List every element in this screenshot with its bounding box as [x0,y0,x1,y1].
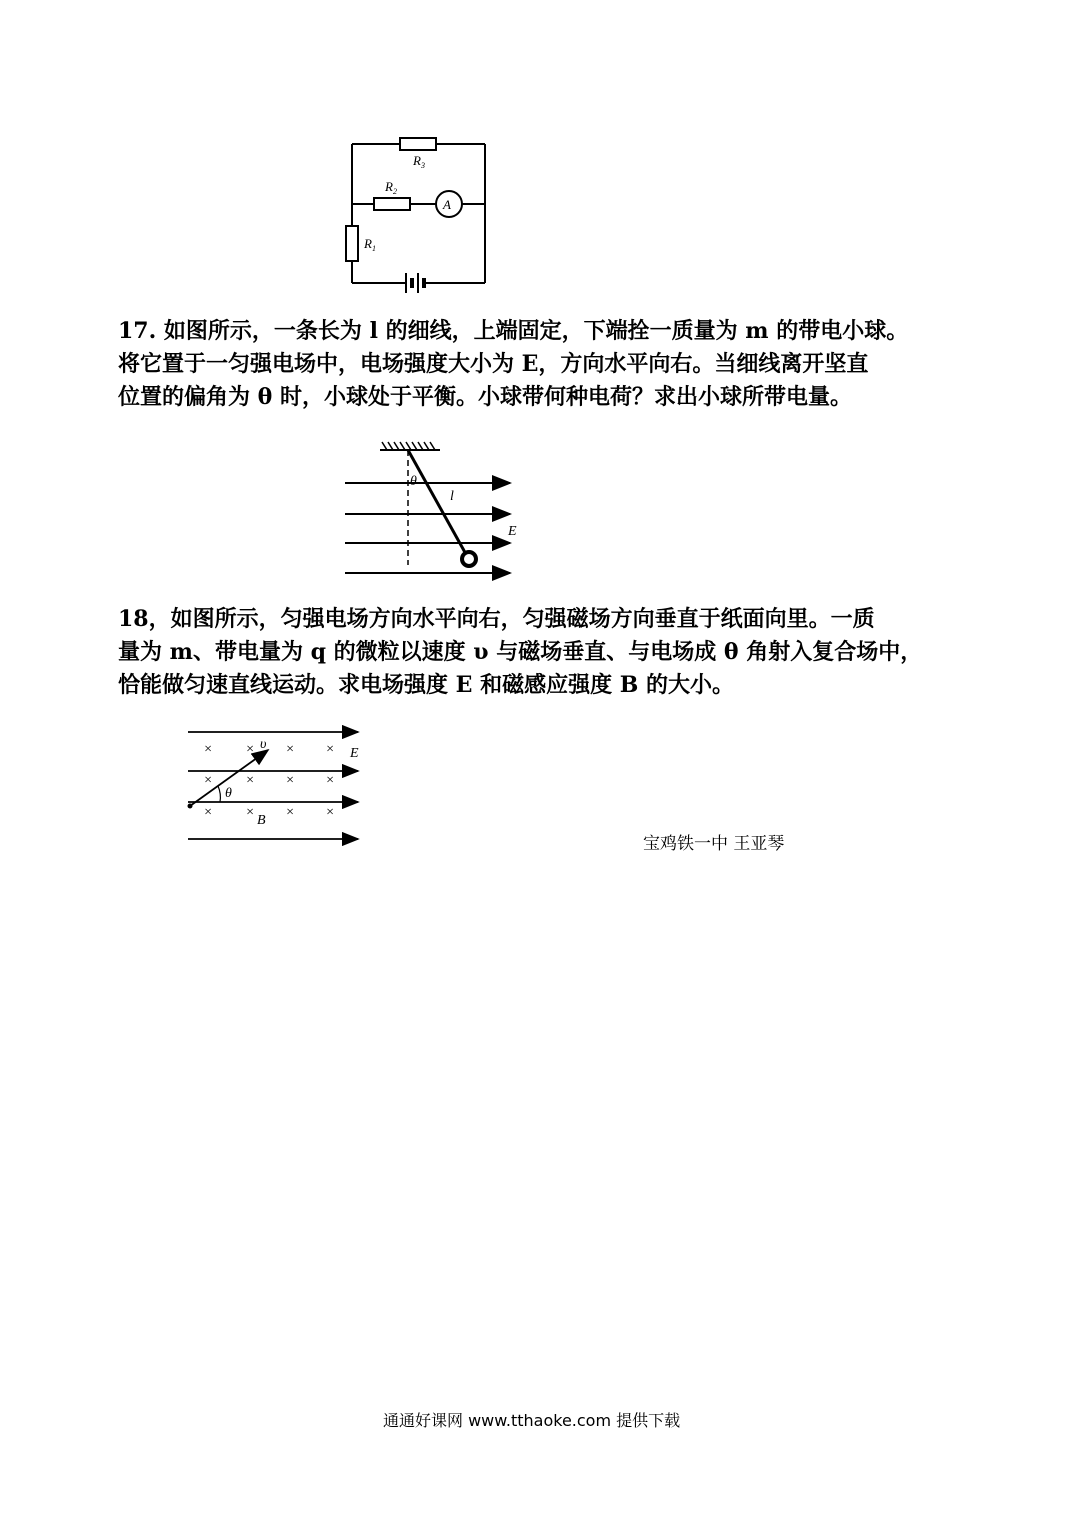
resistor-r3 [400,138,436,150]
svg-text:×: × [285,773,295,788]
resistor-r1 [346,226,358,261]
battery-icon [406,273,424,293]
svg-text:θ: θ [225,786,232,801]
svg-text:×: × [203,805,213,820]
charged-ball-icon [462,552,476,566]
magnetic-field-crosses [203,742,334,820]
svg-text:R3: $R_3$ [413,153,425,170]
resistor-r2 [374,198,410,210]
svg-text:×: × [285,805,295,820]
svg-text:×: × [325,742,335,757]
pendulum-figure [340,430,540,585]
problem-18-line: 恰能做匀速直线运动。求电场强度 E 和磁感应强度 B 的大小。 [118,672,735,698]
svg-text:E: E [508,524,517,539]
svg-text:υ: υ [260,737,267,752]
problem-18-text [118,603,922,702]
page-footer: 通通好课网 www.tthaoke.com 提供下载 [383,1411,681,1430]
svg-text:×: × [203,742,213,757]
svg-text:×: × [325,805,335,820]
svg-text:B: B [257,813,266,828]
problem-17-line: 将它置于一匀强电场中，电场强度大小为 E，方向水平向右。当细线离开坚直 [118,351,869,377]
problem-17-line: 17. 如图所示，一条长为 l 的细线，上端固定，下端拴一质量为 m 的带电小球。 [118,318,909,344]
svg-text:l: l [450,489,454,504]
svg-text:R2: $R_2$ [385,179,397,196]
crossed-fields-figure [180,720,380,850]
svg-text:R1: $R_1$ [364,236,376,253]
circuit-figure [330,125,510,305]
svg-text:×: × [285,742,295,757]
problem-17-line: 位置的偏角为 θ 时，小球处于平衡。小球带何种电荷？求出小球所带电量。 [118,384,852,410]
svg-text:×: × [203,773,213,788]
svg-text:×: × [245,742,255,757]
svg-text:×: × [245,805,255,820]
field-lines [345,483,510,573]
svg-text:×: × [245,773,255,788]
svg-text:×: × [325,773,335,788]
problem-17-text [118,315,908,414]
problem-18-line: 量为 m、带电量为 q 的微粒以速度 υ 与磁场垂直、与电场成 θ 角射入复合场中， [118,639,923,665]
svg-text:E: E [350,746,359,761]
author-line: 宝鸡铁一中 王亚琴 [643,834,785,854]
svg-text:θ: θ [410,474,417,489]
svg-text:A: A [443,197,451,212]
problem-18-line: 18，如图所示，匀强电场方向水平向右，匀强磁场方向垂直于纸面向里。一质 [118,606,875,632]
